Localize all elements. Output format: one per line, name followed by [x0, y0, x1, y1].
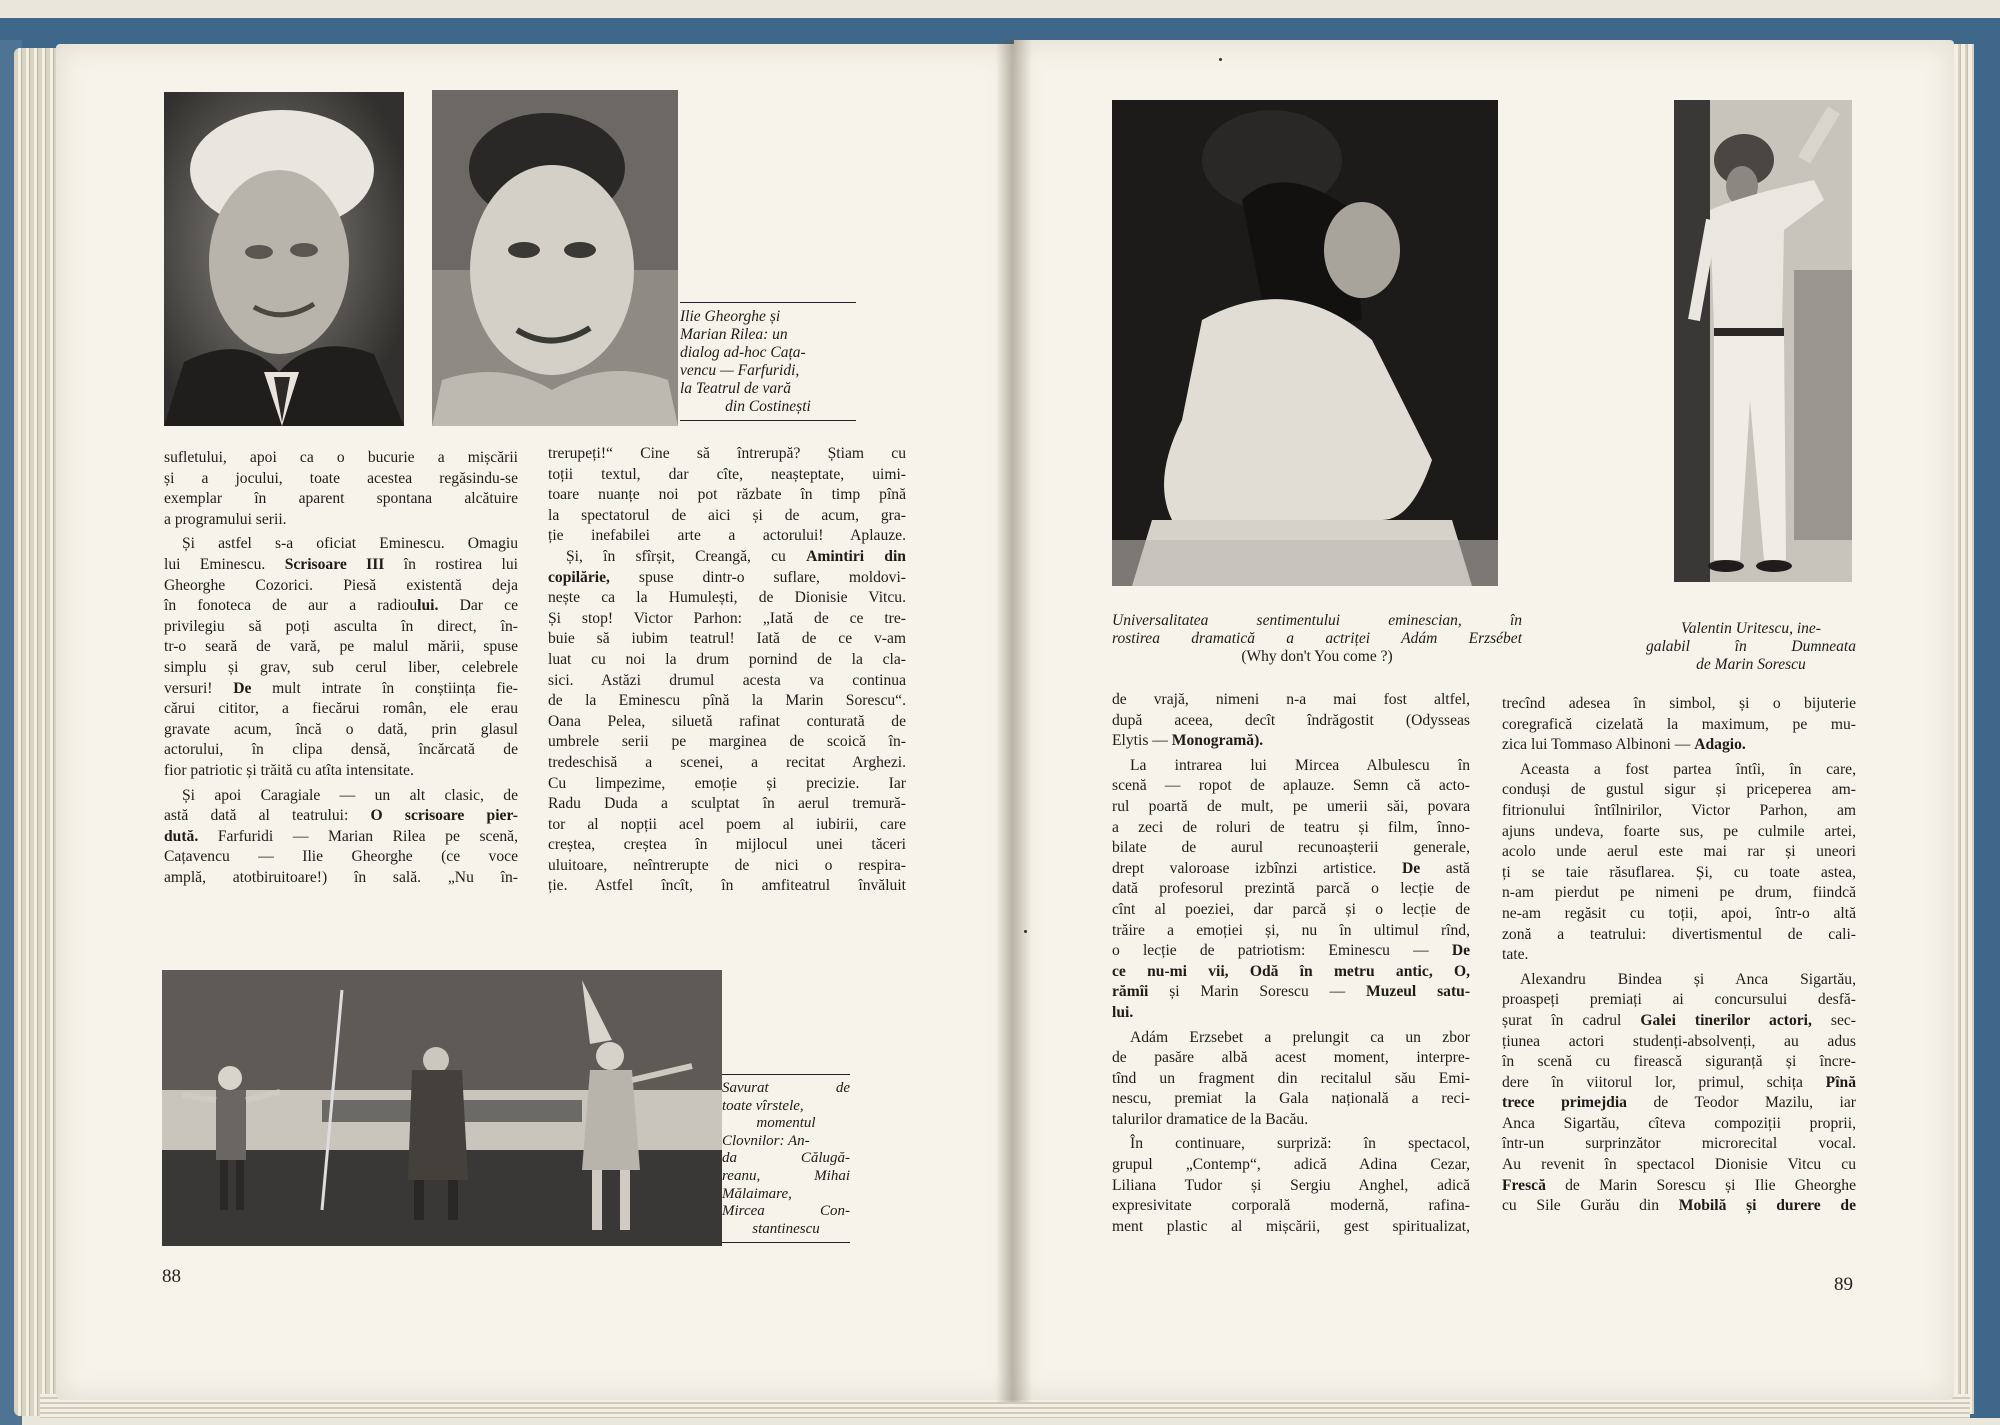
text-line: umbrele serii pe marginea de scoică în-: [548, 733, 906, 751]
left-page-column-1: [164, 448, 518, 888]
text-line: a programului serii.: [164, 510, 287, 528]
text-line: ți se taie răsuflarea. Și, cu toate astea,: [1502, 863, 1856, 881]
text-line: astă dată al teatrului: O scrisoare pier-: [164, 807, 518, 825]
text-line: privilegiu să poți asculta în direct, în-: [164, 617, 518, 635]
text-line: toare nuanțe noi pot răzbate în timp pînă: [548, 486, 906, 504]
text-line: sici. Astăzi drumul acesta va continua: [548, 671, 906, 689]
text-line: lui.: [1112, 1003, 1134, 1021]
caption-line: stantinescu: [752, 1220, 820, 1237]
caption-line: la Teatrul de vară: [680, 380, 791, 397]
caption-ilie-gheorghe-marian-rilea: [680, 302, 856, 421]
text-line: lui Eminescu. Scrisoare III în rostirea lui: [164, 555, 518, 573]
photo-adam-erzsebet: [1112, 100, 1498, 586]
book-gutter: [996, 40, 1032, 1402]
text-line: Radu Duda a sculptat în aerul tremură-: [548, 795, 906, 813]
text-line: scenă — ropot de aplauze. Semn că acto-: [1112, 777, 1470, 795]
text-line: n-am pierdut pe nimeni pe drum, fiindcă: [1502, 884, 1856, 902]
caption-line: (Why don't You come ?): [1241, 648, 1393, 665]
text-line: drept valoroase izbînzi artistice. De astă: [1112, 859, 1470, 877]
text-line: ție. Astfel încît, în amfiteatrul învăluit: [548, 877, 906, 895]
text-line: creștea, creștea în mijlocul unei tăceri: [548, 836, 906, 854]
text-line: după aceea, decît îndrăgostit (Odysseas: [1112, 711, 1470, 729]
caption-line: de Marin Sorescu: [1696, 656, 1806, 673]
text-line: actorului, în clipa densă, încărcată de: [164, 741, 518, 759]
caption-line: Savurat de: [722, 1080, 850, 1096]
text-line: Gheorghe Cozorici. Piesă existentă deja: [164, 576, 518, 594]
text-line: Cațavencu — Ilie Gheorghe (ce voce: [164, 848, 518, 866]
page-number-right: 89: [1834, 1274, 1853, 1295]
text-line: de vrajă, nimeni n-a mai fost altfel,: [1112, 691, 1470, 708]
text-line: ment plastic al mișcării, gest spiritualizat,: [1112, 1217, 1470, 1235]
text-line: versuri! De mult intrate în conștiința fie-: [164, 679, 518, 697]
text-line: Și stop! Victor Parhon: „Iată de ce tre-: [548, 609, 906, 627]
text-line: buie să iubim teatrul! Iată de ce v-am: [548, 630, 906, 648]
caption-line: da Călugă-: [722, 1150, 850, 1167]
text-line: zica lui Tommaso Albinoni — Adagio.: [1502, 736, 1746, 754]
text-line: Frescă de Marin Sorescu și Ilie Gheorghe: [1502, 1176, 1856, 1194]
text-line: tate.: [1502, 946, 1529, 964]
text-line: uluitoare, neîntrerupte de nici o respira-: [548, 856, 906, 874]
caption-line: momentul: [756, 1115, 816, 1132]
right-page-column-1: [1112, 690, 1470, 1237]
text-line: într-un surprinzător microrecital vocal.: [1502, 1135, 1856, 1153]
text-line: în scenă cu firească siguranță și încre-: [1502, 1053, 1856, 1071]
text-line: nește ca la Humulești, de Dionisie Vitcu.: [548, 589, 906, 607]
text-line: În continuare, surpriză: în spectacol,: [1130, 1135, 1470, 1153]
caption-line: Mircea Con-: [722, 1203, 850, 1220]
caption-line: Valentin Uritescu, ine-: [1681, 620, 1821, 637]
photo-ilie-gheorghe: [164, 92, 404, 426]
text-line: de la Eminescu pînă la Marin Sorescu“.: [548, 692, 906, 710]
caption-line: galabil în Dumneata: [1646, 638, 1856, 655]
caption-line: vencu — Farfuridi,: [680, 362, 800, 379]
caption-clowns: [722, 1074, 850, 1243]
text-line: trăire a emoției și, nu în ultimul rînd,: [1112, 921, 1470, 939]
text-line: cărui cititor, a fiecărui român, ele erau: [164, 700, 518, 718]
text-line: La intrarea lui Mircea Albulescu în: [1130, 756, 1470, 774]
text-line: ție inefabilei arte a actorului! Aplauze.: [548, 527, 906, 545]
text-line: dută. Farfuridi — Marian Rilea pe scenă,: [164, 827, 518, 845]
text-line: Și astfel s-a oficiat Eminescu. Omagiu: [182, 535, 518, 553]
caption-line: toate vîrstele,: [722, 1097, 804, 1114]
text-line: conduși de gustul sigur și priceperea am-: [1502, 781, 1856, 799]
text-line: nescu, premiat la Gala națională a reci-: [1112, 1090, 1470, 1108]
text-line: Și, în sfîrșit, Creangă, cu Amintiri din: [566, 547, 906, 565]
caption-line: Ilie Gheorghe și: [680, 308, 781, 325]
caption-valentin-uritescu: [1646, 620, 1856, 674]
text-line: în fonoteca de aur a radioului. Dar ce: [164, 597, 518, 615]
caption-line: Marian Rilea: un: [680, 326, 788, 343]
text-line: toții textul, dar cîte, neașteptate, uimi-: [548, 465, 906, 483]
text-line: ce nu-mi vii, Odă în metru antic, O,: [1112, 962, 1470, 980]
photo-clowns-stage: [162, 970, 722, 1246]
text-line: trecînd adesea în simbol, și o bijuterie: [1502, 695, 1856, 712]
text-line: simplu și grav, sub cerul liber, celebrele: [164, 658, 518, 676]
caption-line: Mălaimare,: [722, 1185, 792, 1202]
text-line: tredeschisă a scenei, a recitat Arghezi.: [548, 753, 906, 771]
text-line: șurat în cadrul Galei tinerilor actori, sec-: [1502, 1011, 1856, 1029]
text-line: grupul „Contemp“, adică Adina Cezar,: [1112, 1156, 1470, 1174]
text-line: bilate de aurul recunoașterii generale,: [1112, 839, 1470, 857]
text-line: Anca Sigartău, cîteva compoziții proprii,: [1502, 1114, 1856, 1132]
text-line: tr-o seară de vară, pe malul mării, spuse: [164, 638, 518, 656]
text-line: cu Sile Gurău din Mobilă și durere de: [1502, 1197, 1856, 1215]
caption-line: rostirea dramatică a actriței Adám Erzsébet: [1112, 630, 1522, 647]
right-page-column-2: [1502, 694, 1856, 1217]
text-line: tînd un fragment din recitalul său Emi-: [1112, 1069, 1470, 1087]
text-line: a zeci de roluri de teatru și film, înno-: [1112, 818, 1470, 836]
text-line: Aceasta a fost partea întîi, în care,: [1520, 760, 1856, 778]
text-line: rămîi și Marin Sorescu — Muzeul satu-: [1112, 983, 1471, 1001]
print-speck: [1024, 930, 1027, 933]
text-line: amplă, atotbiruitoare!) în sală. „Nu în-: [164, 868, 518, 886]
text-line: fior patriotic și trăită cu atîta intensitate.: [164, 761, 414, 779]
text-line: Cu limpezime, emoție și precizie. Iar: [548, 774, 906, 792]
text-line: trerupeți!“ Cine să întrerupă? Știam cu: [548, 445, 906, 462]
text-line: copilărie, spuse dintr-o suflare, moldovi-: [548, 568, 906, 586]
text-line: Adám Erzsebet a prelungit ca un zbor: [1130, 1028, 1470, 1046]
text-line: de pasăre albă acest moment, interpre-: [1112, 1049, 1470, 1067]
text-line: Alexandru Bindea și Anca Sigartău,: [1520, 970, 1856, 988]
text-line: Elytis — Monogramă).: [1112, 732, 1264, 750]
text-line: Au revenit în spectacol Dionisie Vitcu cu: [1502, 1156, 1856, 1174]
text-line: exemplar în aparent spontana alcătuire: [164, 490, 518, 508]
text-line: luat cu noi la drum pornind de la cla-: [548, 650, 906, 668]
text-line: dată profesorul prezintă parcă o lecție de: [1112, 880, 1470, 898]
text-line: fitrionului întîlnirilor, Victor Parhon, am: [1502, 801, 1856, 819]
text-line: ajuns undeva, foarte sus, pe culmile artei,: [1502, 822, 1856, 840]
text-line: acolo unde aerul este mai rar și uneori: [1502, 843, 1856, 861]
text-line: sufletului, apoi ca o bucurie a mișcării: [164, 449, 518, 466]
text-line: gravate acum, încă o dată, prin glasul: [164, 720, 518, 738]
caption-line: dialog ad-hoc Cața-: [680, 344, 806, 361]
left-page-column-2: [548, 444, 906, 897]
caption-line: Universalitatea sentimentului eminescian, în: [1112, 612, 1522, 629]
text-line: dere în viitorul lor, primul, schița Pînă: [1502, 1073, 1856, 1091]
text-line: trece primejdia de Teodor Mazilu, iar: [1502, 1094, 1856, 1112]
text-line: și a jocului, toate acestea regăsindu-se: [164, 469, 518, 487]
text-line: Oana Pelea, siluetă rafinat conturată de: [548, 712, 906, 730]
caption-line: Clovnilor: An-: [722, 1132, 810, 1149]
text-line: coregrafică cizelată la maximum, pe mu-: [1502, 715, 1856, 733]
text-line: cînt al poeziei, dar parcă și o lecție de: [1112, 900, 1470, 918]
text-line: rul poartă de mult, pe umerii săi, povara: [1112, 797, 1470, 815]
text-line: țiunea actori studenți-absolvenți, au adus: [1502, 1032, 1856, 1050]
caption-line: reanu, Mihai: [722, 1167, 850, 1184]
text-line: ne-am regăsit cu toții, apoi, într-o altă: [1502, 904, 1856, 922]
caption-line: din Costinești: [725, 398, 811, 415]
page-number-left: 88: [162, 1266, 181, 1287]
text-line: talurilor dramatice de la Bacău.: [1112, 1110, 1309, 1128]
text-line: tor al nopții acel poem al iubirii, care: [548, 815, 906, 833]
text-line: o lecție de patriotism: Eminescu — De: [1112, 942, 1470, 960]
text-line: proaspeți premiați ai concursului desfă-: [1502, 991, 1856, 1009]
print-speck: [1219, 58, 1222, 61]
photo-valentin-uritescu: [1674, 100, 1852, 582]
text-line: Liliana Tudor și Sergiu Anghel, adică: [1112, 1176, 1470, 1194]
text-line: expresivitate corporală modernă, rafina-: [1112, 1197, 1470, 1215]
text-line: Și apoi Caragiale — un alt clasic, de: [182, 786, 518, 804]
text-line: la spectatorul de aici și de acum, gra-: [548, 506, 906, 524]
text-line: zonă a teatrului: divertismentul de cali-: [1502, 925, 1856, 943]
caption-adam-erzsebet: [1112, 612, 1522, 666]
photo-marian-rilea: [432, 90, 678, 426]
